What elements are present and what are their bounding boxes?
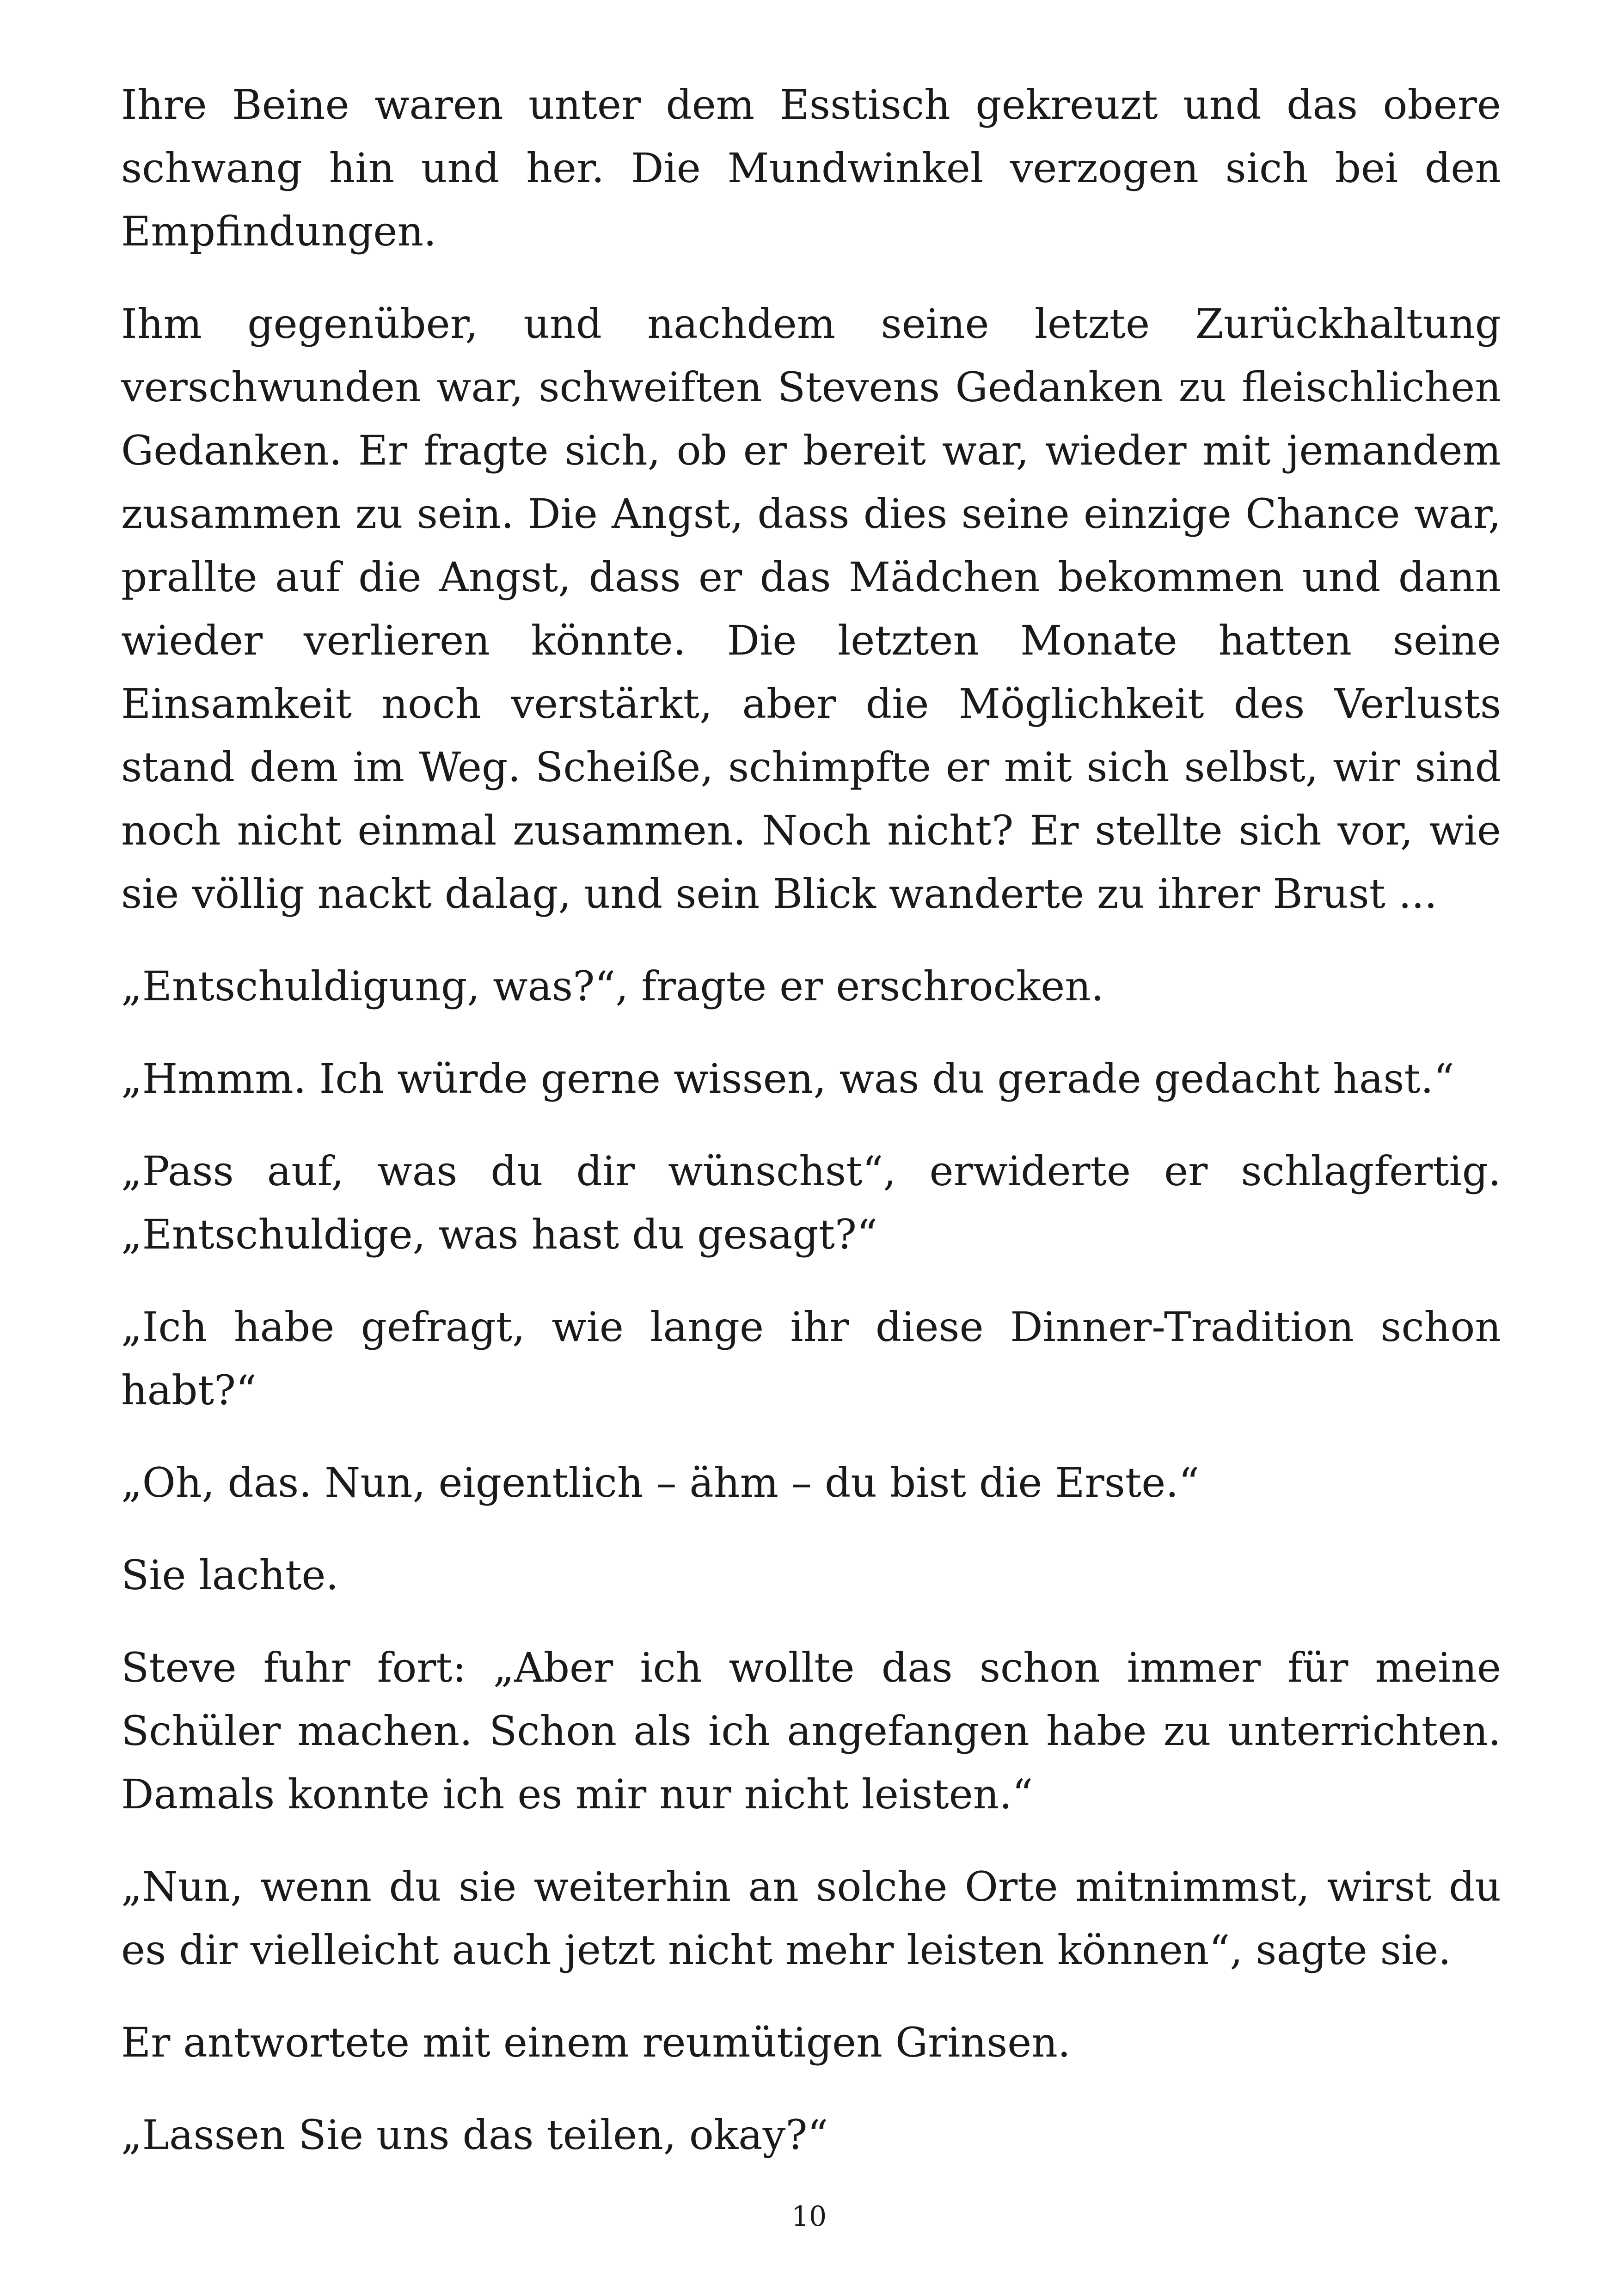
paragraph-2: Ihm gegenüber, und nachdem seine letzte Zurückhaltung verschwunden war, schweiften Stevens Gedanken zu fleischlichen Gedanken. Er fragte sich, ob er bereit war, wieder mit jemandem zusammen zu sein. Die Angst, dass dies seine einzige Chance war, prallte auf die Angst, dass er das Mädchen bekommen und dann wieder verlieren könnte. Die letzten Monate hatten seine Einsamkeit noch verstärkt, aber die Möglichkeit des Verlusts stand dem im Weg. Scheiße, schimpfte er mit sich selbst, wir sind noch nicht einmal zusammen. Noch nicht? Er stellte sich vor, wie sie völlig nackt dalag, und sein Blick wanderte zu ihrer Brust ... xyxy=(121,300,1501,918)
paragraph-7: „Oh, das. Nun, eigentlich – ähm – du bist die Erste.“ xyxy=(121,1459,1200,1506)
paragraph-11: Er antwortete mit einem reumütigen Grinsen. xyxy=(121,2019,1071,2066)
paragraph-8: Sie lachte. xyxy=(121,1551,339,1599)
body-text xyxy=(121,73,1501,2167)
paragraph-3: „Entschuldigung, was?“, fragte er erschrocken. xyxy=(121,962,1104,1010)
paragraph-6: „Ich habe gefragt, wie lange ihr diese Dinner-Tradition schon habt?“ xyxy=(121,1303,1501,1414)
page-number: 10 xyxy=(791,2200,827,2233)
paragraph-5: „Pass auf, was du dir wünschst“, erwiderte er schlagfertig. „Entschuldige, was hast du gesagt?“ xyxy=(121,1147,1501,1258)
paragraph-10: „Nun, wenn du sie weiterhin an solche Orte mitnimmst, wirst du es dir vielleicht auch jetzt nicht mehr leisten können“, sagte sie. xyxy=(121,1863,1501,1974)
paragraph-9: Steve fuhr fort: „Aber ich wollte das schon immer für meine Schüler machen. Schon als ich angefangen habe zu unterrichten. Damals konnte ich es mir nur nicht leisten.“ xyxy=(121,1644,1501,1818)
paragraph-1: Ihre Beine waren unter dem Esstisch gekreuzt und das obere schwang hin und her. Die Mundwinkel verzogen sich bei den Empfindungen. xyxy=(121,81,1501,255)
paragraph-4: „Hmmm. Ich würde gerne wissen, was du gerade gedacht hast.“ xyxy=(121,1055,1454,1102)
paragraph-12: „Lassen Sie uns das teilen, okay?“ xyxy=(121,2111,828,2159)
